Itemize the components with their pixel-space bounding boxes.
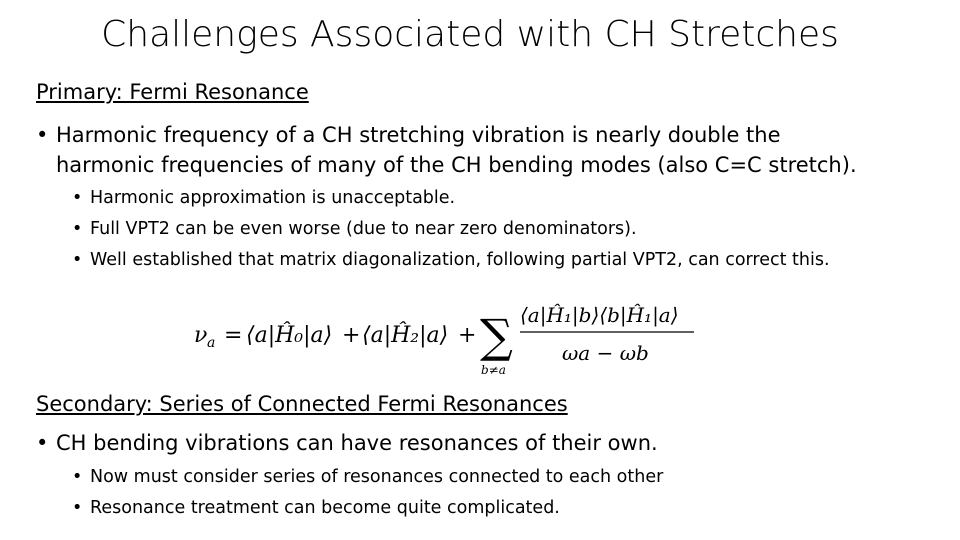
- primary-subbullet: [72, 188, 455, 208]
- slide-title: Challenges Associated with CH Stretches: [101, 14, 839, 55]
- formula-plus: +: [458, 323, 477, 348]
- primary-subbullet: [72, 250, 830, 270]
- primary-bullet: [36, 120, 857, 180]
- primary-subbullet-text: Harmonic approximation is unacceptable.: [90, 188, 456, 208]
- primary-bullet-line2: harmonic frequencies of many of the CH bending modes (also C=C stretch).: [56, 153, 857, 177]
- secondary-subbullet: [72, 498, 560, 518]
- bullet-dot: •: [36, 123, 49, 147]
- bullet-dot: •: [36, 431, 49, 455]
- secondary-bullet-text: CH bending vibrations can have resonances of their own.: [56, 431, 658, 455]
- bullet-dot: •: [72, 188, 83, 208]
- formula-equals: =: [224, 323, 243, 348]
- vpt2-formula: [190, 290, 710, 380]
- formula-lhs: ν: [194, 323, 208, 348]
- primary-heading: Primary: Fermi Resonance: [36, 80, 309, 104]
- formula-lhs-sub: a: [207, 335, 216, 351]
- bullet-dot: •: [72, 219, 83, 239]
- secondary-bullet: [36, 428, 658, 458]
- formula-term2: ⟨a|Ĥ₂|a⟩: [362, 323, 449, 348]
- sum-index: b≠a: [481, 363, 506, 377]
- primary-subbullet-text: Well established that matrix diagonalization, following partial VPT2, can correct this.: [90, 250, 830, 270]
- primary-bullet-line1: Harmonic frequency of a CH stretching vibration is nearly double the: [56, 123, 781, 147]
- secondary-subbullet-text: Resonance treatment can become quite complicated.: [90, 498, 560, 518]
- bullet-dot: •: [72, 498, 83, 518]
- formula-term0: ⟨a|Ĥ₀|a⟩: [246, 323, 333, 348]
- fraction-numerator: ⟨a|Ĥ₁|b⟩⟨b|Ĥ₁|a⟩: [520, 303, 679, 327]
- fraction-denominator: ωa − ωb: [562, 341, 649, 365]
- formula-plus: +: [342, 323, 361, 348]
- secondary-subbullet: [72, 467, 663, 487]
- primary-subbullet-text: Full VPT2 can be even worse (due to near zero denominators).: [90, 219, 637, 239]
- bullet-dot: •: [72, 467, 83, 487]
- secondary-heading: Secondary: Series of Connected Fermi Resonances: [36, 392, 568, 416]
- secondary-subbullet-text: Now must consider series of resonances connected to each other: [90, 467, 664, 487]
- sum-sign: ∑: [480, 309, 513, 363]
- primary-subbullet: [72, 219, 637, 239]
- bullet-dot: •: [72, 250, 83, 270]
